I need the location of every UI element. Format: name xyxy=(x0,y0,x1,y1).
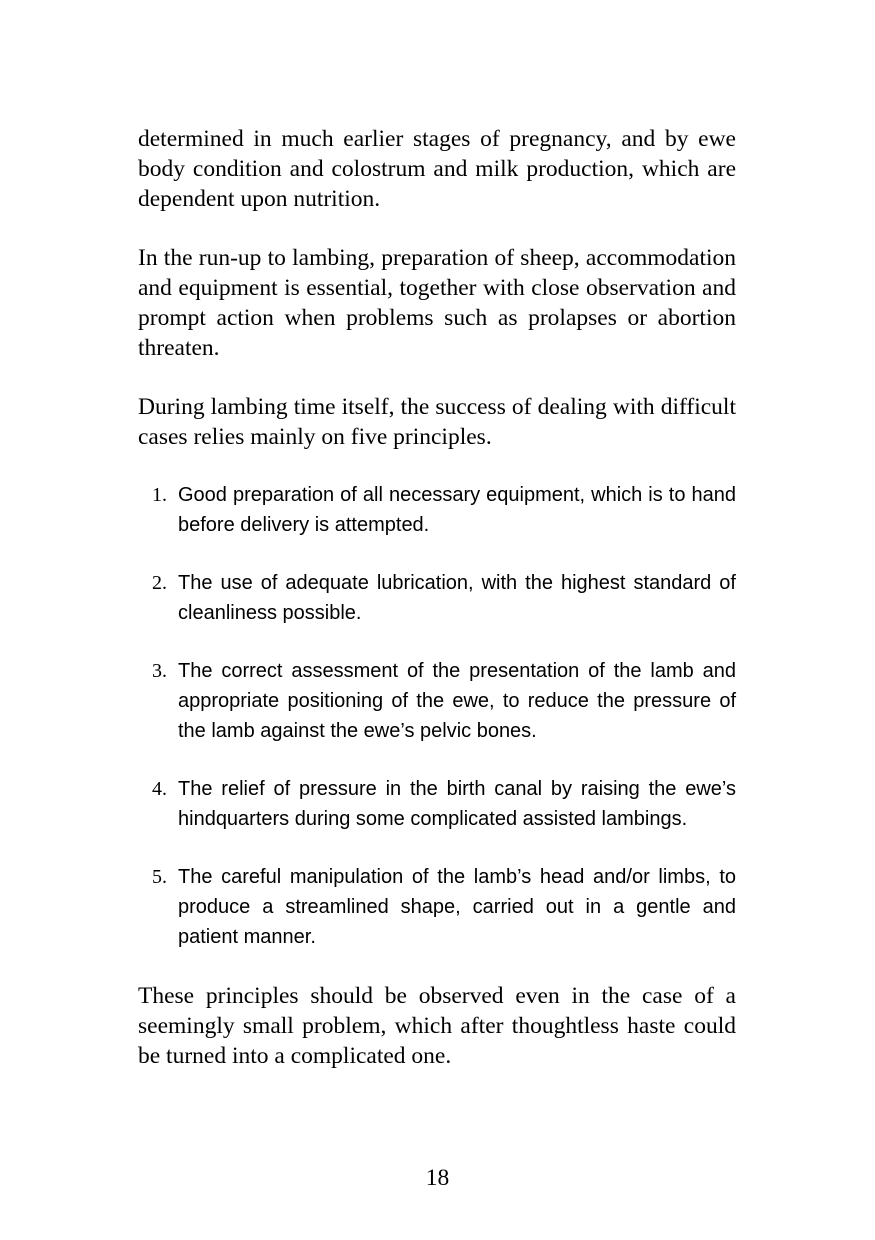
principle-text: Good preparation of all necessary equipment, which is to hand before delivery is attempted. xyxy=(178,484,736,536)
principle-text: The relief of pressure in the birth canal by raising the ewe’s hindquarters during some complicated assisted lambings. xyxy=(178,778,736,830)
principle-item-3 xyxy=(138,656,736,746)
principle-item-2 xyxy=(138,568,736,628)
paragraph-closing: These principles should be observed even in the case of a seemingly small problem, which after thoughtless haste could be turned into a complicated one. xyxy=(138,983,736,1069)
principle-text: The use of adequate lubrication, with the highest standard of cleanliness possible. xyxy=(178,572,736,624)
page-number: 18 xyxy=(425,1165,450,1191)
principle-number: 2. xyxy=(152,572,167,594)
page-body xyxy=(138,124,736,1071)
principle-item-5 xyxy=(138,862,736,952)
principle-item-1 xyxy=(138,480,736,540)
paragraph-intro: determined in much earlier stages of pregnancy, and by ewe body condition and colostrum and milk production, which are dependent upon nutrition. xyxy=(138,126,736,212)
principle-number: 4. xyxy=(152,778,167,800)
principle-text: The correct assessment of the presentation of the lamb and appropriate positioning of the ewe, to reduce the pressure of the lamb against the ewe’s pelvic bones. xyxy=(178,660,736,742)
principle-number: 5. xyxy=(152,866,167,888)
principle-item-4 xyxy=(138,774,736,834)
paragraph-run-up: In the run-up to lambing, preparation of sheep, accommodation and equipment is essential, together with close observation and prompt action when problems such as prolapses or abortion threaten. xyxy=(138,245,736,361)
principle-number: 3. xyxy=(152,660,167,682)
paragraph-during: During lambing time itself, the success of dealing with difficult cases relies mainly on five principles. xyxy=(138,394,736,450)
principle-text: The careful manipulation of the lamb’s head and/or limbs, to produce a streamlined shape, carried out in a gentle and patient manner. xyxy=(178,866,736,948)
principle-number: 1. xyxy=(152,484,167,506)
principles-list xyxy=(138,480,736,952)
